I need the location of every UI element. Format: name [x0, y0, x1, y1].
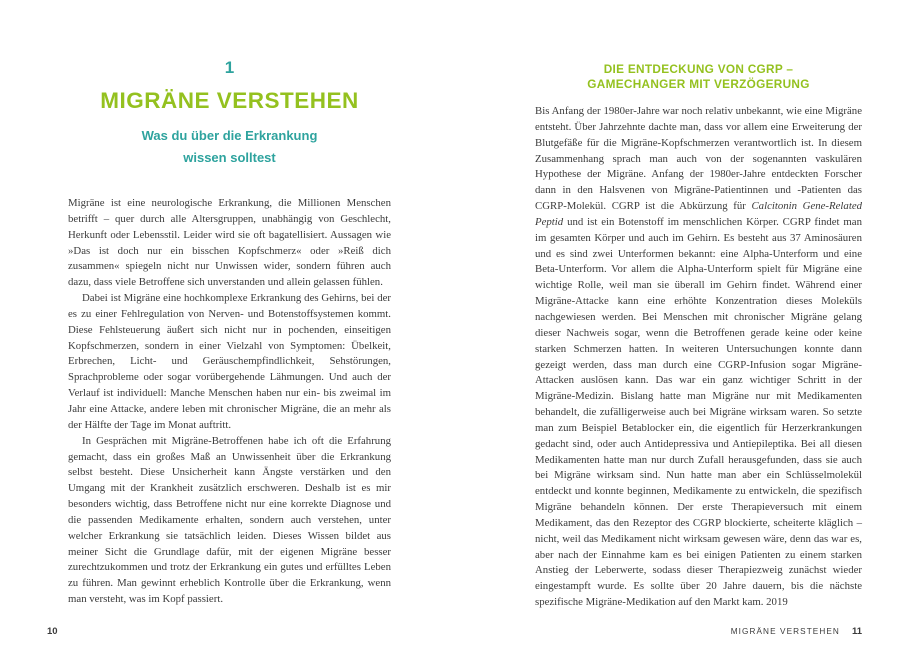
- chapter-title: MIGRÄNE VERSTEHEN: [100, 88, 359, 113]
- section-heading-line1: DIE ENTDECKUNG VON CGRP –: [603, 62, 794, 76]
- body-paragraph: [535, 104, 862, 611]
- left-body-text: [68, 196, 391, 608]
- section-heading: [535, 62, 862, 92]
- page-number-right: 11: [851, 626, 862, 637]
- page-number-left: 10: [47, 626, 58, 637]
- chapter-subtitle: [68, 125, 391, 169]
- body-text-italic-segment: Calcitonin Gene-Related Peptid: [535, 200, 863, 228]
- left-page: [68, 0, 391, 648]
- running-footer-label: MIGRÄNE VERSTEHEN: [730, 627, 840, 636]
- right-footer: [731, 626, 862, 637]
- body-paragraph: In Gesprächen mit Migräne-Betroffenen habe ich oft die Erfahrung gemacht, dass ein großes Maß an Unwissenheit über die Erkrankung selbst besteht. Diese Unsicherheit kann Ängste verstärken und den Umgang mit der Krankheit zusätzlich erschweren. Deshalb ist es mir besonders wichtig, dass Betroffene nicht nur eine korrekte Diagnose und die passenden Medikamente erhalten, sondern auch verstehen, unter welcher Erkrankung sie tatsächlich leiden. Dieses Wissen bildet aus meiner Sicht die Grundlage dafür, mit der eigenen Migräne besser zurechtzukommen und trotz der Erkrankung ein gutes und erfülltes Leben zu führen. Man gewinnt erheblich Kontrolle über die Erkrankung, wenn man versteht, was im Kopf passiert.: [68, 434, 391, 606]
- body-paragraph: Dabei ist Migräne eine hochkomplexe Erkrankung des Gehirns, bei der es zu einer Fehlregulation von Nerven- und Botenstoffsystemen kommt. Diese Fehlsteuerung äußert sich nicht nur in pochenden, einseitigen Kopfschmerzen, sondern in einer Vielzahl von Symptomen: Übelkeit, Erbrechen, Licht- und Geräuschempfindlichkeit, Sehstörungen, Sprachprobleme oder sogar vorübergehende Lähmungen. Und auch der Verlauf ist individuell: Manche Menschen haben nur ein- bis zweimal im Jahr eine Attacke, andere leben mit chronischer Migräne, die an mehr als der Hälfte der Tage im Monat auftritt.: [68, 292, 391, 431]
- chapter-subtitle-line1: Was du über die Erkrankung: [141, 128, 318, 143]
- chapter-number: 1: [224, 58, 235, 77]
- right-body-text: [535, 104, 862, 611]
- chapter-subtitle-line2: wissen solltest: [183, 150, 276, 165]
- body-paragraph: Migräne ist eine neurologische Erkrankung, die Millionen Menschen betrifft – quer durch alle Altersgruppen, unabhängig von Geschlecht, Herkunft oder Lebensstil. Leider wird sie oft bagatellisiert. Aussagen wie »Das ist doch nur ein bisschen Kopfschmerz« oder »Reiß dich zusammen« spiegeln nicht nur Unwissen wider, sondern führen auch dazu, dass viele Betroffene sich unverstanden und allein gelassen fühlen.: [68, 197, 391, 289]
- body-text-segment: Bis Anfang der 1980er-Jahre war noch relativ unbekannt, wie eine Migräne entsteht. Über Jahrzehnte dachte man, dass vor allem eine Erweiterung der Blutgefäße für die Migräne-Kopfschmerzen verantwortlich ist. In diesem Zusammenhang sprach man auch von der sogenannten vaskulären Hypothese der Migräne. Anfang der 1980er-Jahre entdeckten Forscher dann in den Halsvenen von Migräne-Patientinnen und -Patienten das CGRP-Molekül. CGRP ist die Abkürzung für: [535, 105, 862, 213]
- body-text-segment: und ist ein Botenstoff im menschlichen Körper. CGRP findet man im gesamten Körper und auch im Gehirn. Es besteht aus 37 Aminosäuren und es sind zwei Unterformen bekannt: eine Alpha-Unterform und eine Beta-Unterform. Vor allem die Alpha-Unterform spielt für Migräne eine wichtige Rolle, weil man sie überall im Gehirn findet. Während einer Migräne-Attacke kann eine erhöhte Konzentration dieses Moleküls nachgewiesen werden. Bei Menschen mit chronischer Migräne gelang dieser Nachweis sogar, wenn die Betroffenen gerade keine oder keine starken Schmerzen hatten. In weiteren Untersuchungen konnte dann gezeigt werden, dass man durch eine CGRP-Infusion sogar Migräne-Attacken auslösen kann. Das war ein ganz wichtiger Schritt in der Migräne-Medizin. Bislang hatte man Migräne nur mit Medikamenten behandelt, die zufälligerweise auch bei Migräne wirksam waren. So setzte man zum Beispiel Betablocker ein, die eigentlich für Herzerkrankungen gedacht sind, oder auch Antidepressiva und Antiepileptika. Bei all diesen Medikamenten hatte man nur durch Zufall herausgefunden, dass sie auch bei Migräne wirksam sind. Nun hatte man aber ein Schlüsselmolekül entdeckt und konnte beginnen, Medikamente zu entwickeln, die spezifisch Migräne behandeln können. Der erste Therapieversuch mit einem Medikament, das den Rezeptor des CGRP blockierte, scheiterte kläglich – nicht, weil das Medikament nicht wirksam gewesen wäre, denn das war es, aber nach der Einnahme kam es bei einigen Patienten zu einem starken Anstieg der Leberwerte, sodass dieser Therapiezweig zunächst wieder eingestampft wurde. Es sollte über 20 Jahre dauern, bis die nächste spezifische Migräne-Medikation auf den Markt kam. 2019: [535, 215, 862, 609]
- right-page: [535, 0, 862, 648]
- section-heading-line2: GAMECHANGER MIT VERZÖGERUNG: [587, 77, 810, 91]
